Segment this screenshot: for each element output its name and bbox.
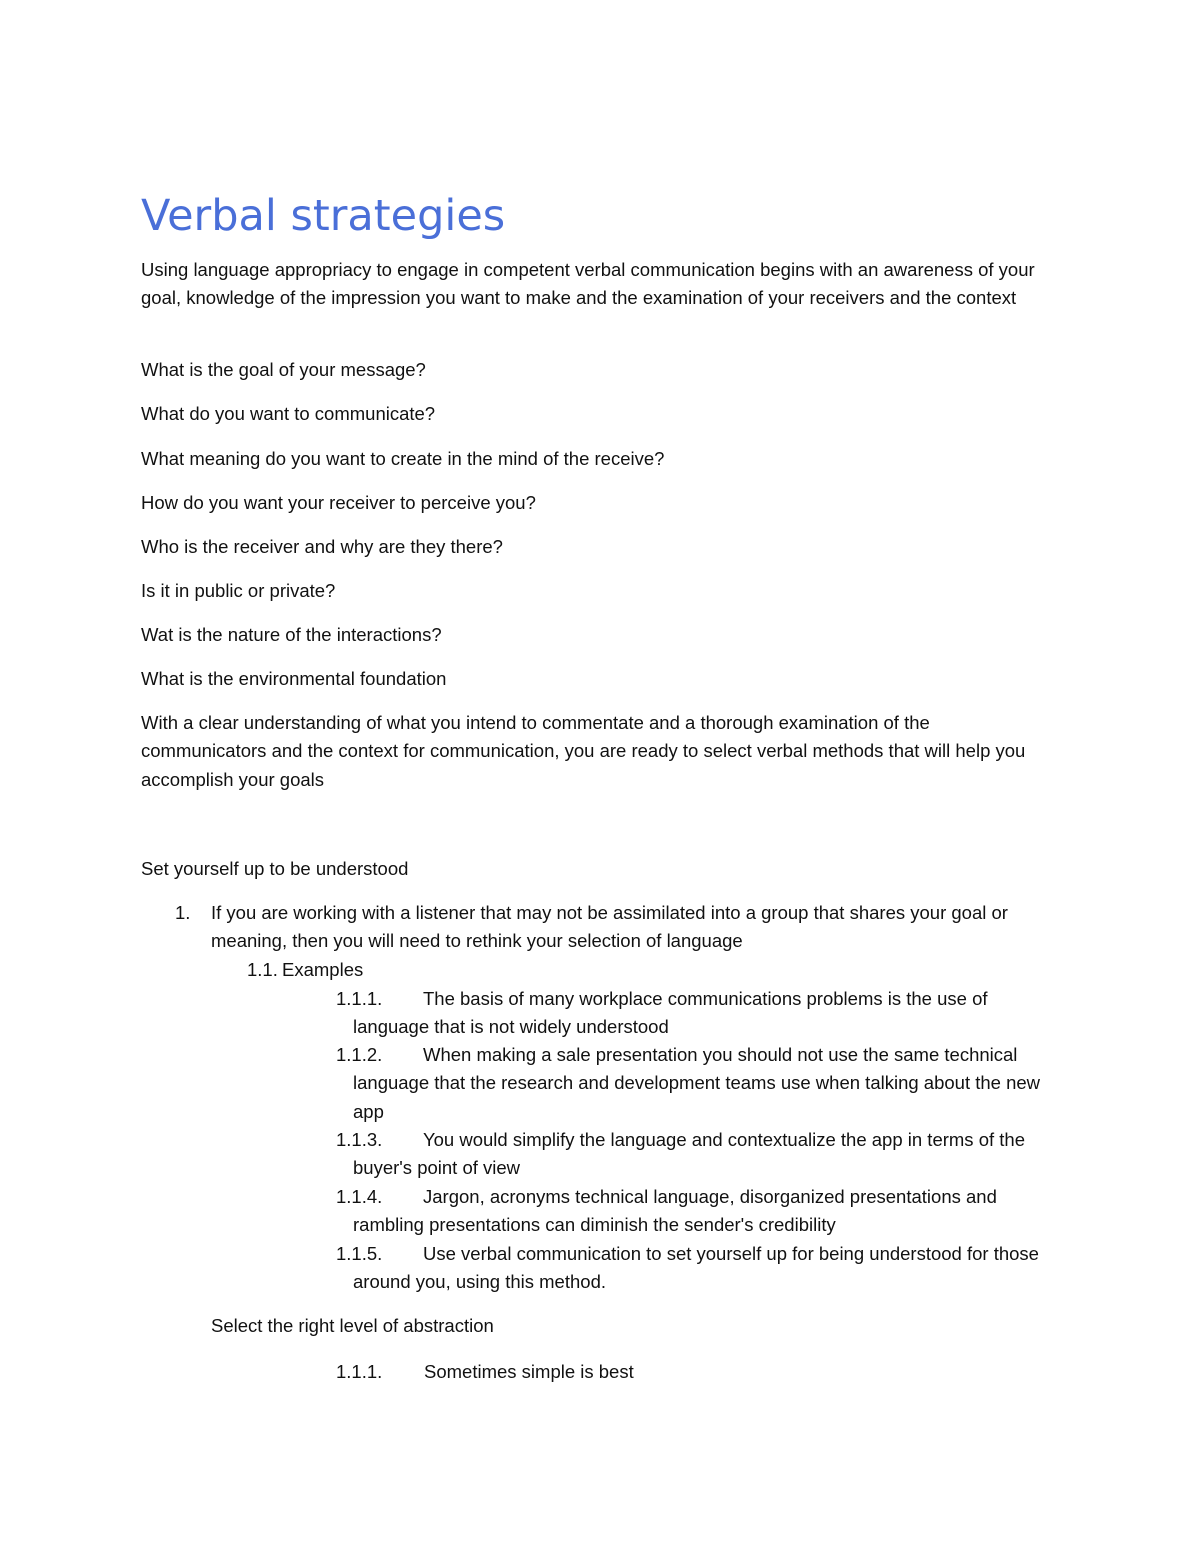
abstraction-item-text: Sometimes simple is best xyxy=(424,1361,634,1382)
sub-item-text-1: The basis of many workplace communications problems is the use of language that is not widely understood xyxy=(353,988,988,1038)
document-title: Verbal strategies xyxy=(141,191,506,241)
conclusion-paragraph: With a clear understanding of what you intend to commentate and a thorough examination of the communicators and the context for communication, you are ready to select verbal methods that will help you accomplish your goals xyxy=(141,712,1026,790)
question-2: What do you want to communicate? xyxy=(141,403,436,424)
list-item-1: If you are working with a listener that may not be assimilated into a group that shares your goal or meaning, then you will need to rethink your selection of language xyxy=(211,902,1008,952)
sub-item-number-4: 1.1.4. xyxy=(336,1186,383,1207)
list-item-1-1: Examples xyxy=(282,959,364,980)
question-7: Wat is the nature of the interactions? xyxy=(141,624,442,645)
sub-item-text-4: Jargon, acronyms technical language, disorganized presentations and rambling presentations can diminish the sender's credibility xyxy=(353,1186,997,1236)
list-number-1: 1. xyxy=(175,902,191,923)
section-heading-understood: Set yourself up to be understood xyxy=(141,858,409,879)
list-number-1-1: 1.1. xyxy=(247,959,278,980)
sub-item-number-3: 1.1.3. xyxy=(336,1129,383,1150)
question-3: What meaning do you want to create in the mind of the receive? xyxy=(141,448,665,469)
question-1: What is the goal of your message? xyxy=(141,359,426,380)
question-5: Who is the receiver and why are they there? xyxy=(141,536,503,557)
sub-item-number-5: 1.1.5. xyxy=(336,1243,383,1264)
question-6: Is it in public or private? xyxy=(141,580,336,601)
intro-paragraph: Using language appropriacy to engage in competent verbal communication begins with an awareness of your goal, knowledge of the impression you want to make and the examination of your receivers and the context xyxy=(141,259,1035,309)
section-heading-abstraction: Select the right level of abstraction xyxy=(211,1315,494,1336)
sub-item-text-2: When making a sale presentation you should not use the same technical language that the research and development teams use when talking about the new app xyxy=(353,1044,1041,1122)
sub-item-number-2: 1.1.2. xyxy=(336,1044,383,1065)
sub-item-text-5: Use verbal communication to set yourself up for being understood for those around you, using this method. xyxy=(353,1243,1039,1293)
question-4: How do you want your receiver to perceive you? xyxy=(141,492,536,513)
sub-item-number-1: 1.1.1. xyxy=(336,988,383,1009)
question-8: What is the environmental foundation xyxy=(141,668,447,689)
abstraction-item-number: 1.1.1. xyxy=(336,1361,383,1382)
sub-item-text-3: You would simplify the language and contextualize the app in terms of the buyer's point of view xyxy=(353,1129,1025,1179)
